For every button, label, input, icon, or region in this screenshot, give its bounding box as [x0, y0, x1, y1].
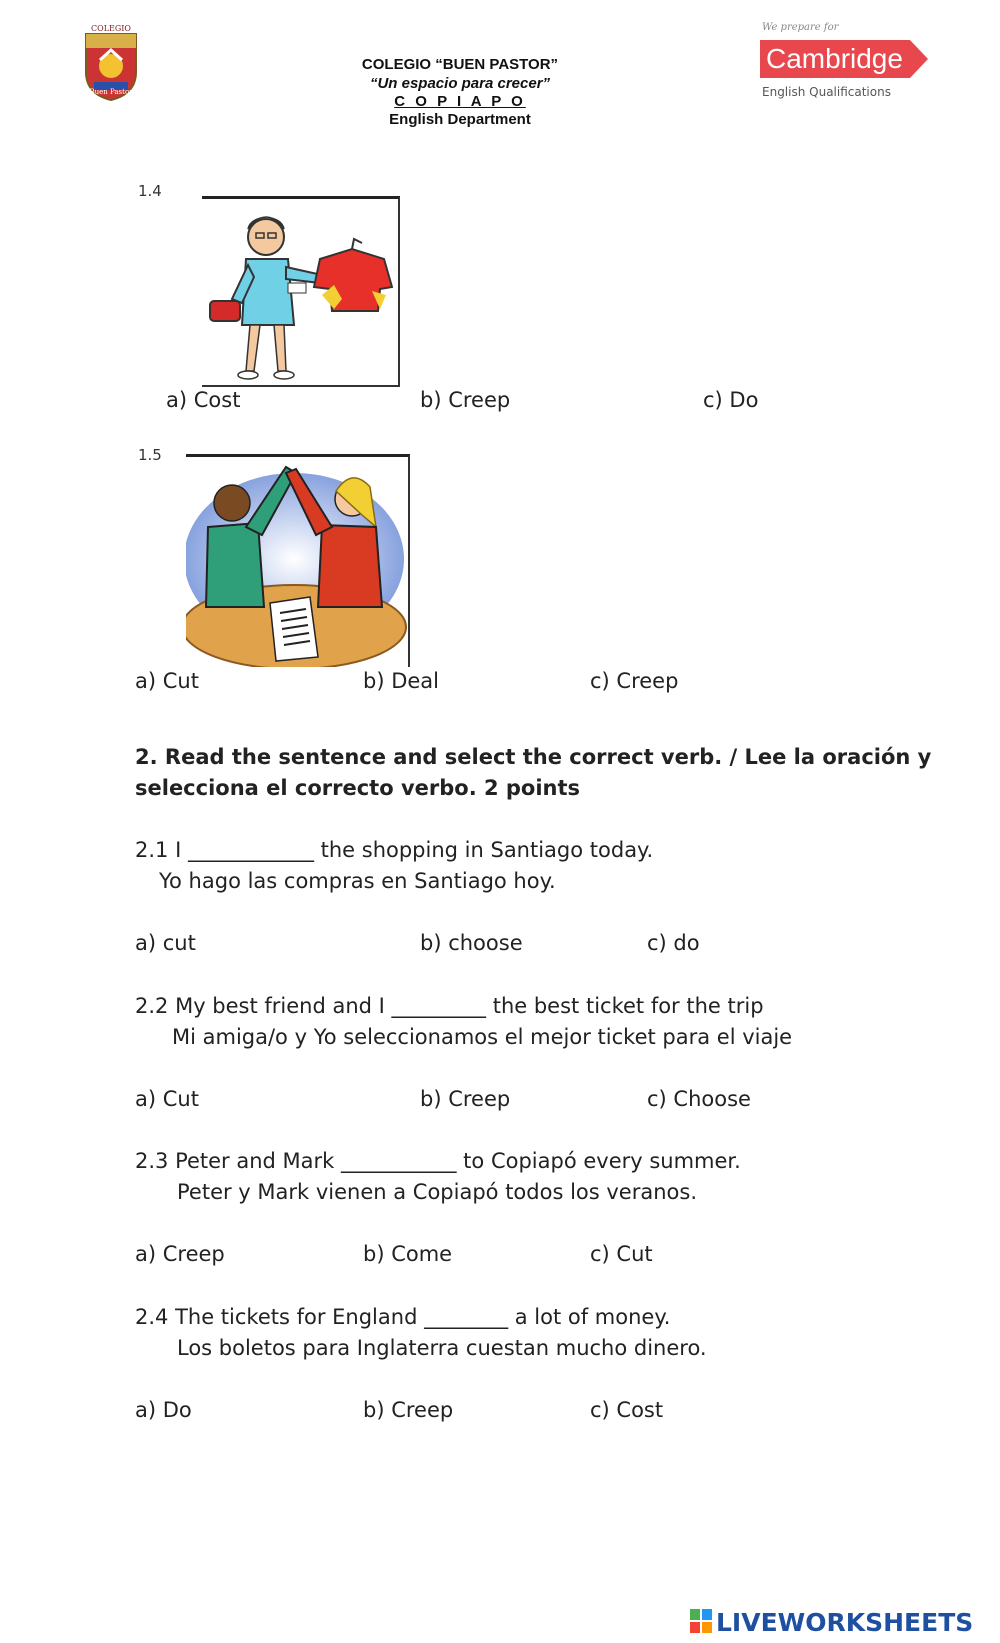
question-2-2-sentence: 2.2 My best friend and I _________ the best ticket for the trip — [135, 994, 764, 1018]
option-2-1-c[interactable]: c) do — [647, 931, 700, 955]
cambridge-logo — [760, 22, 930, 106]
cambridge-brand-text: Cambridge — [766, 43, 903, 74]
option-2-3-c[interactable]: c) Cut — [590, 1242, 653, 1266]
question-1-4-image — [202, 196, 400, 387]
option-2-1-b[interactable]: b) choose — [420, 931, 523, 955]
option-2-4-b[interactable]: b) Creep — [363, 1398, 454, 1422]
section-2-title-line1: 2. Read the sentence and select the correct verb. / Lee la oración y — [135, 745, 932, 769]
liveworksheets-logo-icon — [690, 1609, 714, 1635]
option-1-5-c[interactable]: c) Creep — [590, 669, 679, 693]
option-2-3-a[interactable]: a) Creep — [135, 1242, 225, 1266]
option-2-1-a[interactable]: a) cut — [135, 931, 196, 955]
school-city: C O P I A P O — [394, 93, 526, 110]
crest-top-text: COLEGIO — [91, 24, 131, 33]
question-2-3-sentence: 2.3 Peter and Mark ___________ to Copiapó every summer. — [135, 1149, 741, 1173]
department-name: English Department — [389, 111, 531, 128]
option-1-5-a[interactable]: a) Cut — [135, 669, 199, 693]
liveworksheets-watermark[interactable] — [690, 1605, 973, 1639]
question-1-5-number: 1.5 — [138, 446, 162, 464]
school-name: COLEGIO “BUEN PASTOR” — [361, 56, 559, 73]
question-2-4-translation: Los boletos para Inglaterra cuestan mucho dinero. — [177, 1336, 707, 1360]
question-2-4-sentence: 2.4 The tickets for England ________ a lot of money. — [135, 1305, 671, 1329]
cambridge-bottom-text: English Qualifications — [762, 85, 891, 99]
question-1-5-image — [186, 454, 410, 667]
question-2-1-translation: Yo hago las compras en Santiago hoy. — [159, 869, 556, 893]
option-2-4-a[interactable]: a) Do — [135, 1398, 192, 1422]
option-1-4-c[interactable]: c) Do — [703, 388, 759, 412]
school-crest-logo — [82, 26, 140, 102]
section-2-title-line2: selecciona el correcto verbo. 2 points — [135, 776, 581, 800]
option-2-4-c[interactable]: c) Cost — [590, 1398, 664, 1422]
option-1-4-a[interactable]: a) Cost — [166, 388, 241, 412]
option-2-3-b[interactable]: b) Come — [363, 1242, 453, 1266]
option-2-2-a[interactable]: a) Cut — [135, 1087, 199, 1111]
crest-bottom-text: Buen Pastor — [89, 88, 133, 96]
cambridge-top-text: We prepare for — [762, 22, 839, 33]
question-1-4-number: 1.4 — [138, 182, 162, 200]
question-2-2-translation: Mi amiga/o y Yo seleccionamos el mejor ticket para el viaje — [172, 1025, 793, 1049]
question-2-1-sentence: 2.1 I ____________ the shopping in Santiago today. — [135, 838, 654, 862]
option-1-4-b[interactable]: b) Creep — [420, 388, 511, 412]
school-motto: “Un espacio para crecer” — [369, 75, 551, 92]
question-2-3-translation: Peter y Mark vienen a Copiapó todos los veranos. — [177, 1180, 697, 1204]
liveworksheets-brand-text: LIVEWORKSHEETS — [716, 1607, 974, 1637]
option-2-2-b[interactable]: b) Creep — [420, 1087, 511, 1111]
option-2-2-c[interactable]: c) Choose — [647, 1087, 751, 1111]
option-1-5-b[interactable]: b) Deal — [363, 669, 439, 693]
